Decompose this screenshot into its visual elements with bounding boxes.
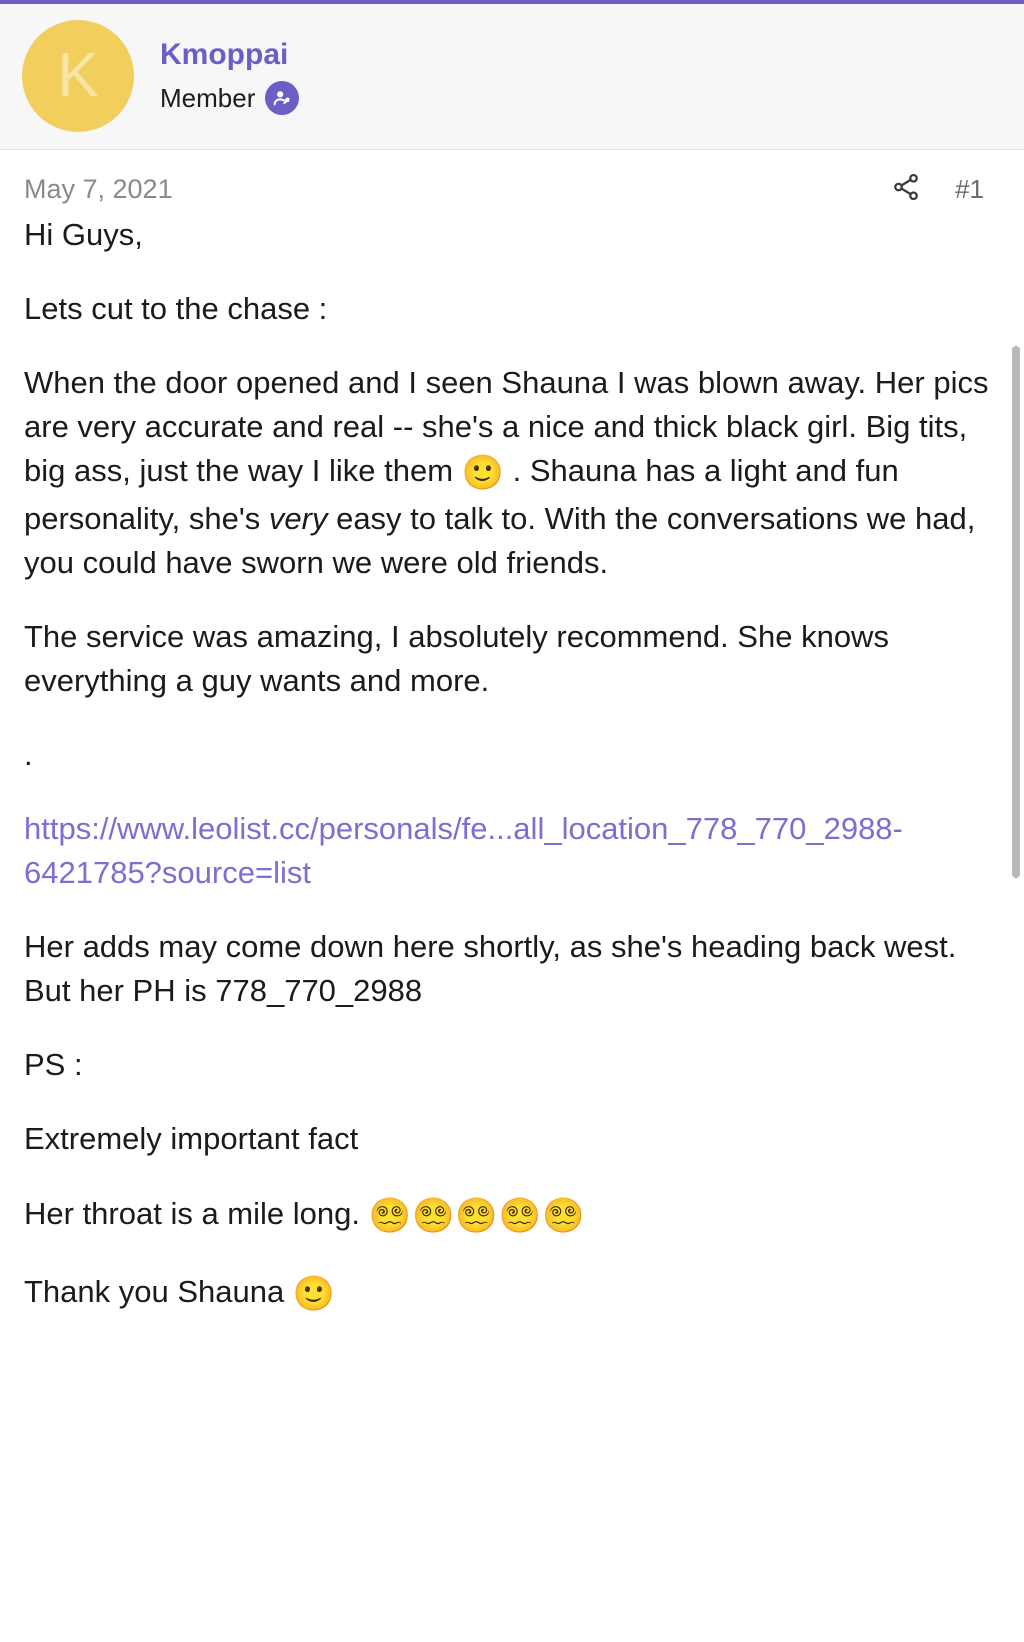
leolist-link[interactable]: https://www.leolist.cc/personals/fe...all_location_778_770_2988-6421785?source=list [24, 811, 903, 891]
share-icon[interactable] [891, 172, 921, 207]
review-text-part2: . Shauna has a light and fun personality, she's [24, 453, 899, 537]
vertical-scrollbar[interactable] [1012, 346, 1020, 878]
ps-fact-text: Her throat is a mile long. [24, 1195, 360, 1231]
paragraph-greeting: Hi Guys, [24, 217, 143, 252]
author-name[interactable]: Kmoppai [160, 37, 289, 71]
post-meta-row [0, 150, 1024, 213]
paragraph-intro: Lets cut to the chase : [24, 291, 328, 327]
paragraph-link [24, 807, 1000, 895]
post-date[interactable]: May 7, 2021 [24, 174, 173, 204]
avatar[interactable]: K [22, 20, 134, 132]
paragraph-thanks [24, 1270, 1000, 1318]
post-author-header [0, 4, 1024, 150]
author-role-label: Member [160, 82, 256, 113]
author-role-row [160, 81, 299, 115]
paragraph-dot: . [24, 737, 33, 773]
review-text-part1: When the door opened and I seen Shauna I was blown away. Her pics are very accurate and real -- she's a nice and thick black girl. Big tits, big ass, just the way I like them [24, 365, 989, 489]
paragraph-ps-fact [24, 1192, 1000, 1240]
smiley-emoji-2: 🙂 [292, 1274, 336, 1313]
paragraph-ps-fact-label: Extremely important fact [24, 1121, 359, 1157]
paragraph-ads-note: Her adds may come down here shortly, as she's heading back west. But her PH is 778_770_2988 [24, 929, 957, 1009]
post-body [0, 213, 1024, 1318]
member-badge-icon [265, 81, 299, 115]
post-meta-actions [891, 172, 984, 207]
dizzy-face-emoji-row: 😵‍💫😵‍💫😵‍💫😵‍💫😵‍💫 [368, 1196, 586, 1235]
paragraph-service: The service was amazing, I absolutely recommend. She knows everything a guy wants and more. [24, 619, 889, 699]
review-text-italic: very [268, 501, 328, 537]
paragraph-ps-label: PS : [24, 1047, 83, 1083]
post-number[interactable]: #1 [955, 174, 984, 204]
thanks-text: Thank you Shauna [24, 1273, 285, 1309]
smiley-emoji: 🙂 [461, 454, 504, 493]
author-info [160, 36, 299, 116]
paragraph-review [24, 361, 1000, 585]
review-text-part3: easy to talk to. With the conversations we had, you could have sworn we were old friends. [24, 501, 976, 581]
